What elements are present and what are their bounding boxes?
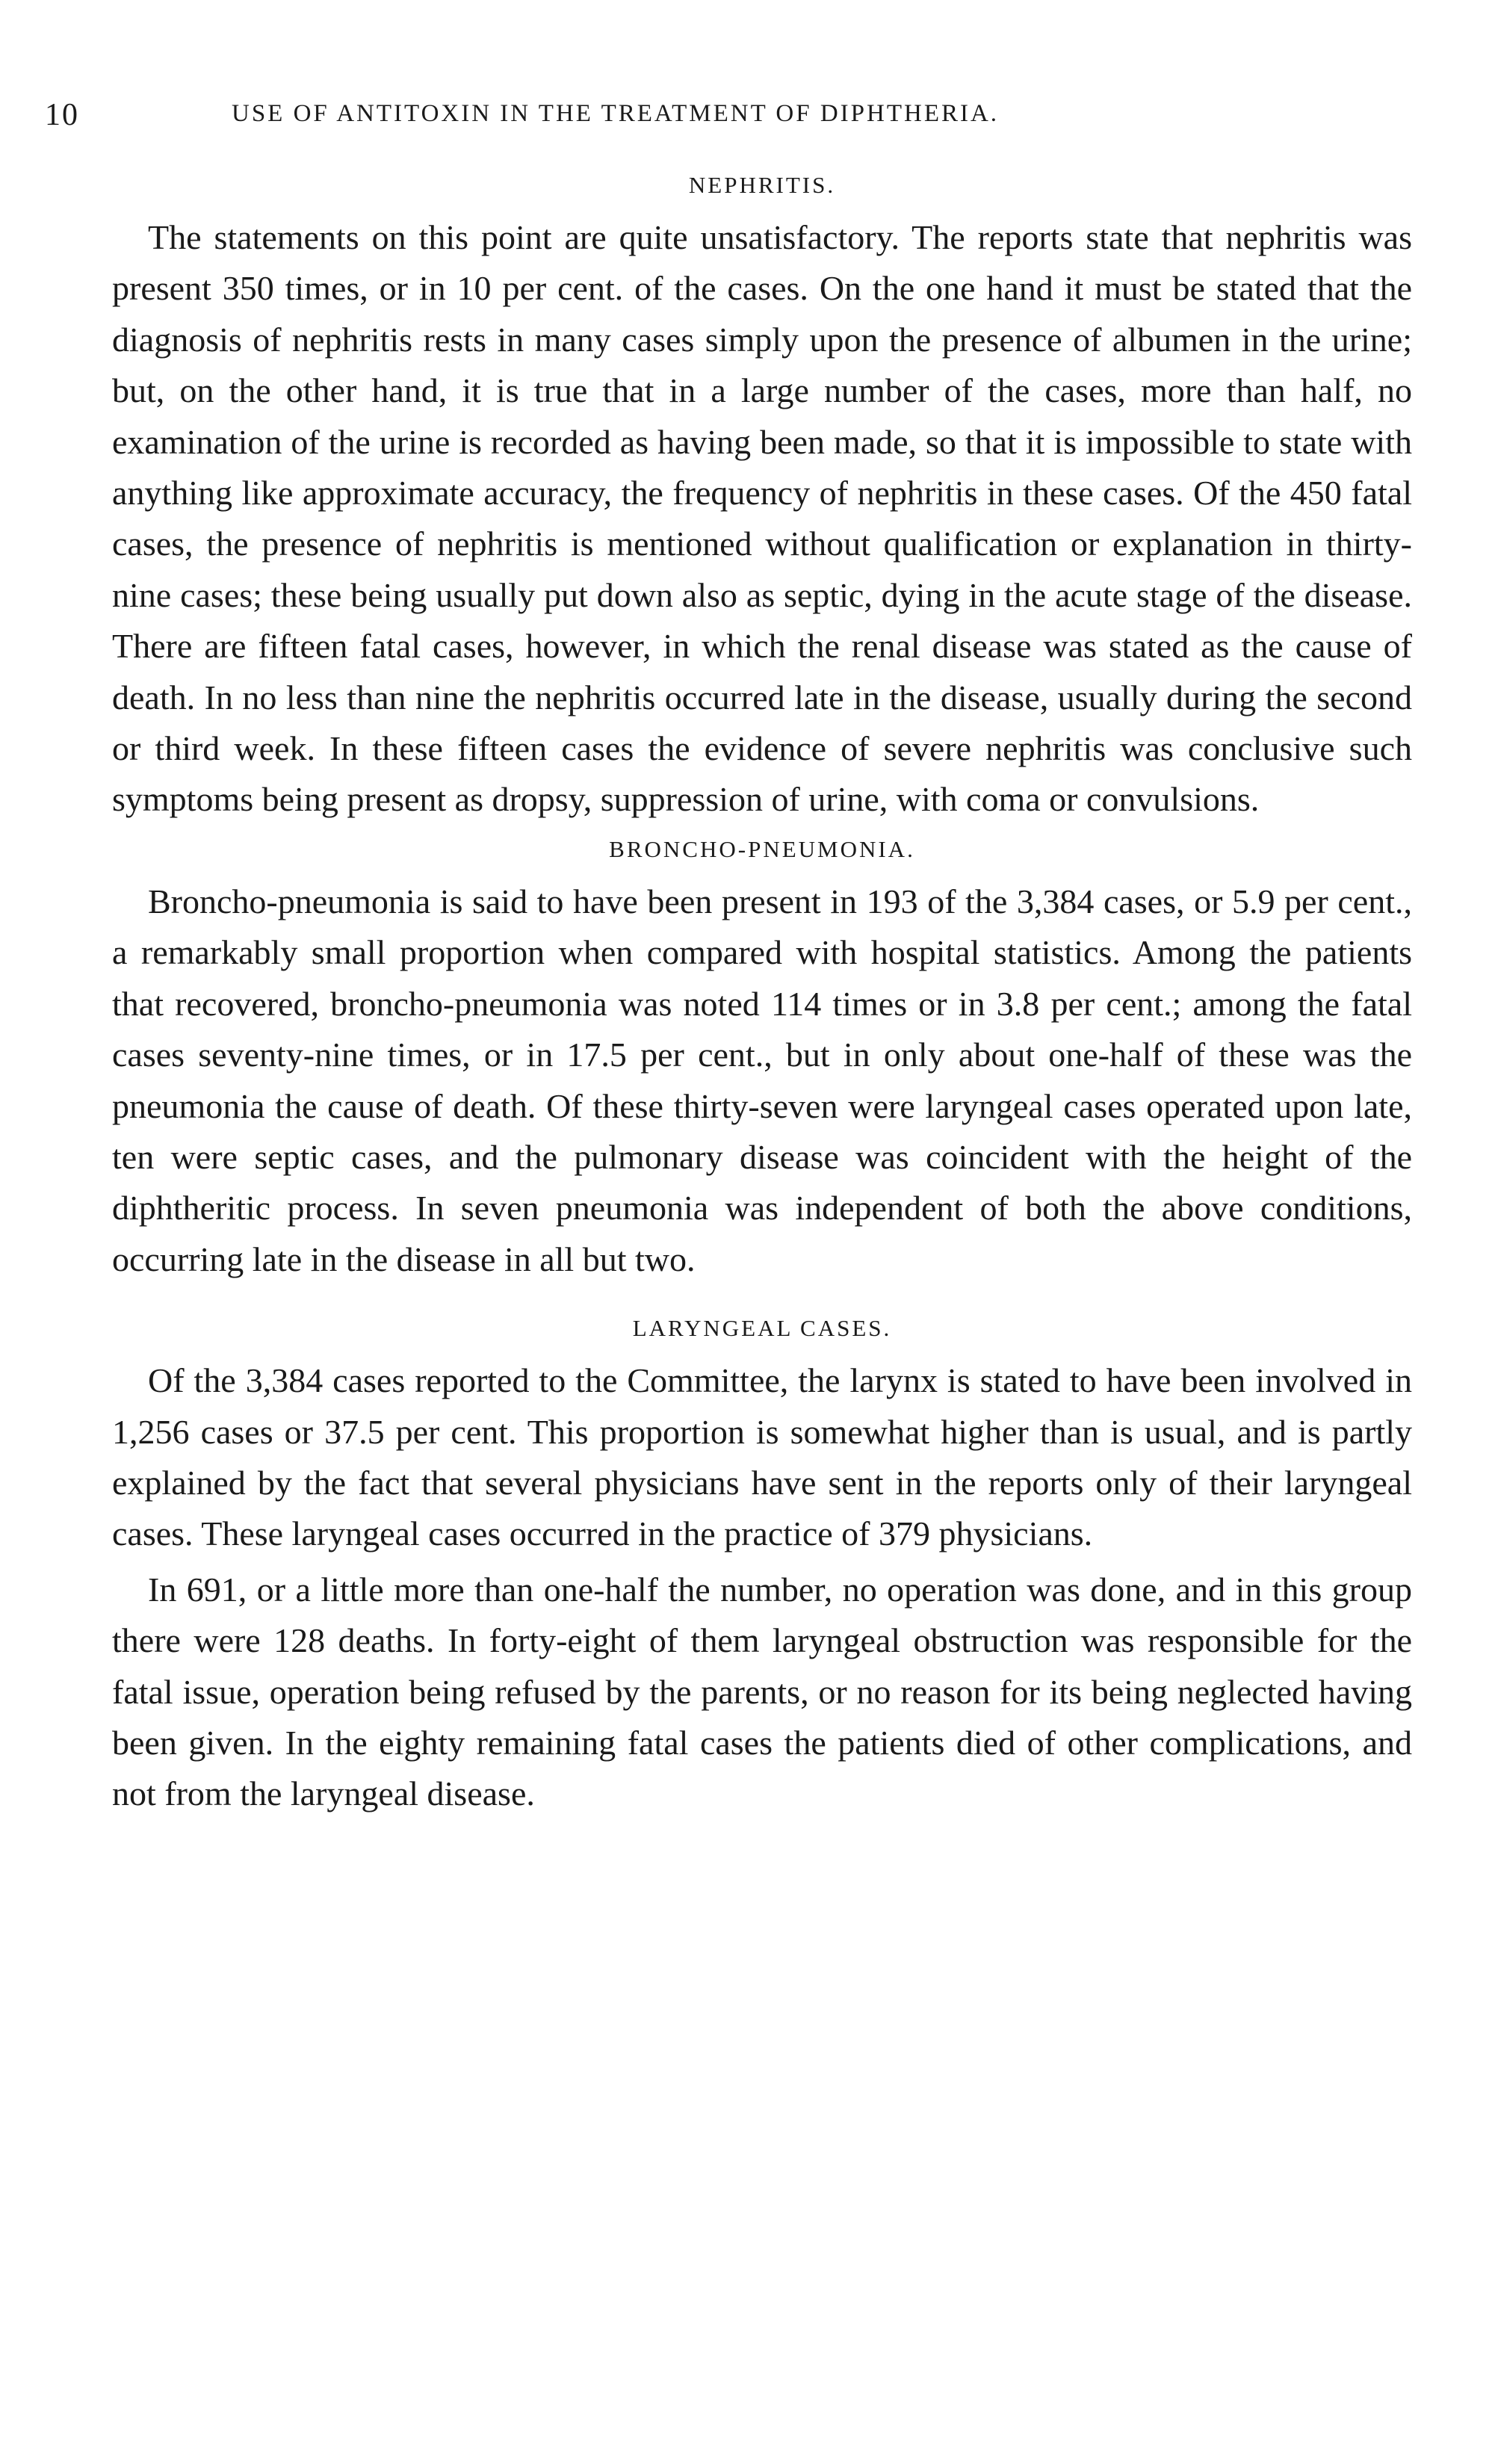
section-heading: LARYNGEAL CASES.: [632, 1315, 892, 1342]
paragraph: In 691, or a little more than one-half the number, no operation was done, and in this group there were 128 deaths. In forty-eight of them laryngeal obstruction was responsible for the fatal issue, operation being refused by the parents, or no reason for its being neglected having been given. In the eighty remaining fatal cases the patients died of other complications, and not from the laryngeal disease.: [112, 1570, 1412, 1813]
section-heading: NEPHRITIS.: [688, 172, 836, 198]
section-broncho-pneumonia: [112, 836, 1412, 1285]
running-title: USE OF ANTITOXIN IN THE TREATMENT OF DIPHTHERIA.: [232, 100, 1000, 127]
document-page: [45, 97, 1412, 1820]
running-head: [45, 97, 1412, 149]
page-number: 10: [45, 98, 79, 132]
paragraph: Broncho-pneumonia is said to have been present in 193 of the 3,384 cases, or 5.9 per cent., a remarkably small proportion when compared with hospital statistics. Among the patients that recovered, broncho-pneumonia was noted 114 times or in 3.8 per cent.; among the fatal cases seventy-nine times, or in 17.5 per cent., but in only about one-half of these was the pneumonia the cause of death. Of these thirty-seven were laryngeal cases operated upon late, ten were septic cases, and the pulmonary disease was coincident with the height of the diphtheritic process. In seven pneumonia was independent of both the above conditions, occurring late in the disease in all but two.: [112, 882, 1412, 1278]
section-nephritis: [112, 172, 1412, 826]
section-laryngeal-cases: [112, 1315, 1412, 1820]
paragraph: Of the 3,384 cases reported to the Committee, the larynx is stated to have been involved in 1,256 cases or 37.5 per cent. This proportion is somewhat higher than is usual, and is partly explained by the fact that several physicians have sent in the reports only of their laryngeal cases. These laryngeal cases occurred in the practice of 379 physicians.: [112, 1361, 1412, 1553]
paragraph: The statements on this point are quite unsatisfactory. The reports state that nephritis was present 350 times, or in 10 per cent. of the cases. On the one hand it must be stated that the diagnosis of nephritis rests in many cases simply upon the presence of albumen in the urine; but, on the other hand, it is true that in a large number of the cases, more than half, no examination of the urine is recorded as having been made, so that it is impossible to state with anything like approximate accuracy, the frequency of nephritis in these cases. Of the 450 fatal cases, the presence of nephritis is mentioned without qualification or explanation in thirty-nine cases; these being usually put down also as septic, dying in the acute stage of the disease. There are fifteen fatal cases, however, in which the renal disease was stated as the cause of death. In no less than nine the nephritis occurred late in the disease, usually during the second or third week. In these fifteen cases the evidence of severe nephritis was conclusive such symptoms being present as dropsy, suppression of urine, with coma or convulsions.: [112, 218, 1412, 819]
section-heading: BRONCHO-PNEUMONIA.: [609, 835, 915, 862]
